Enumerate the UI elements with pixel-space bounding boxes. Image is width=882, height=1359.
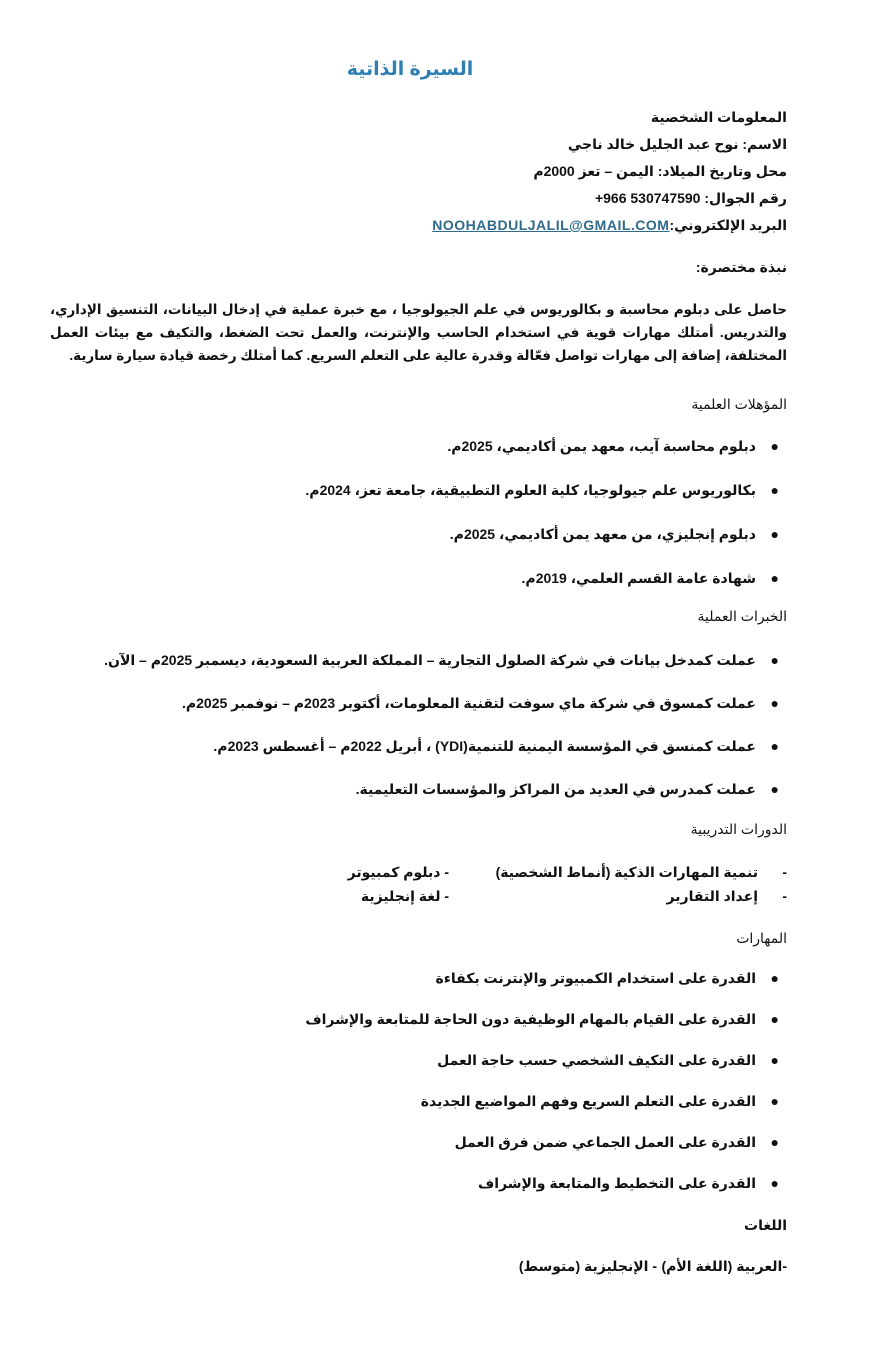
list-item: ● بكالوريوس علم جيولوجيا، كلية العلوم التطبيقية، جامعة تعز، 2024م. [305, 482, 779, 498]
phone-value: +966 530747590 [594, 190, 701, 206]
language-item: - الإنجليزية (متوسط) [518, 1258, 657, 1274]
language-item: -العربية (اللغة الأم) [661, 1258, 787, 1274]
list-item: ● القدرة على التعلم السريع وفهم المواضيع الجديدة [420, 1093, 779, 1109]
list-item: ● القدرة على استخدام الكمبيوتر والإنترنت بكفاءة [435, 970, 779, 986]
list-item: ● شهادة عامة القسم العلمي، 2019م. [521, 570, 779, 586]
experience-list [104, 650, 787, 799]
list-item: ● القدرة على التخطيط والمتابعة والإشراف [478, 1175, 779, 1191]
list-item: ● القدرة على العمل الجماعي ضمن فرق العمل [454, 1134, 779, 1150]
list-item: ● القدرة على التكيف الشخصي حسب حاجة العمل [437, 1052, 779, 1068]
personal-heading: المعلومات الشخصية [650, 109, 787, 125]
courses-heading: الدورات التدريبية [690, 821, 787, 837]
course-item: - لغة إنجليزية [360, 888, 449, 904]
list-item: ● عملت كمدخل بيانات في شركة الصلول التجارية – المملكة العربية السعودية، ديسمبر 2025م – الآن. [104, 652, 779, 668]
personal-info [432, 104, 787, 239]
courses-row: -تنمية المهارات الذكية (أنماط الشخصية) - دبلوم كمبيوتر [187, 860, 787, 884]
qualifications-heading: المؤهلات العلمية [691, 396, 787, 412]
experience-heading: الخبرات العملية [697, 608, 787, 624]
page-title: السيرة الذاتية [346, 59, 474, 80]
course-item: - دبلوم كمبيوتر [347, 864, 449, 880]
birth-label: محل وتاريخ الميلاد: [657, 163, 787, 179]
email-link[interactable]: NOOHABDULJALIL@GMAIL.COM [432, 217, 670, 233]
name-value: نوح عبد الجليل خالد ناجي [567, 136, 739, 152]
list-item: ● عملت كمدرس في العديد من المراكز والمؤسسات التعليمية. [355, 781, 779, 797]
languages-heading: اللغات [744, 1217, 787, 1233]
skills-heading: المهارات [736, 930, 787, 946]
list-item: ● عملت كمسوق في شركة ماي سوفت لتقنية المعلومات، أكتوبر 2023م – نوفمبر 2025م. [181, 695, 779, 711]
name-line [432, 131, 787, 158]
phone-line [432, 185, 787, 212]
course-item: تنمية المهارات الذكية (أنماط الشخصية) [495, 864, 758, 880]
email-label: البريد الإلكتروني: [669, 217, 787, 233]
course-item: إعداد التقارير [666, 888, 758, 904]
name-label: الاسم: [742, 136, 787, 152]
list-item: ● عملت كمنسق في المؤسسة اليمنية للتنمية(YDI) ، أبريل 2022م – أغسطس 2023م. [213, 738, 779, 754]
courses-row: -إعداد التقارير - لغة إنجليزية [187, 884, 787, 908]
qualifications-list [305, 436, 787, 588]
list-item: ● دبلوم محاسبة آيب، معهد يمن أكاديمي، 2025م. [447, 438, 779, 454]
email-line [432, 212, 787, 239]
summary-text: حاصل على دبلوم محاسبة و بكالوريوس في علم الجيولوجيا ، مع خبرة عملية في إدخال البيانات، التنسيق الإداري، والتدريس. أمتلك مهارات قوية في استخدام الحاسب والإنترنت، والعمل تحت الضغط، والتكيف مع بيئات العمل المختلفة، إضافة إلى مهارات تواصل فعّالة وقدرة عالية على التعلم السريع. كما أمتلك رخصة قيادة سيارة سارية. [50, 302, 787, 363]
birth-value: اليمن – تعز 2000م [533, 163, 654, 179]
summary-heading: نبذة مختصرة: [695, 259, 787, 275]
skills-list [305, 968, 787, 1193]
courses-table [187, 860, 787, 908]
list-item: ● دبلوم إنجليزي، من معهد يمن أكاديمي، 2025م. [449, 526, 779, 542]
phone-label: رقم الجوال: [704, 190, 787, 206]
birth-line [432, 158, 787, 185]
list-item: ● القدرة على القيام بالمهام الوظيفية دون الحاجة للمتابعة والإشراف [305, 1011, 779, 1027]
languages-row [287, 1258, 787, 1282]
